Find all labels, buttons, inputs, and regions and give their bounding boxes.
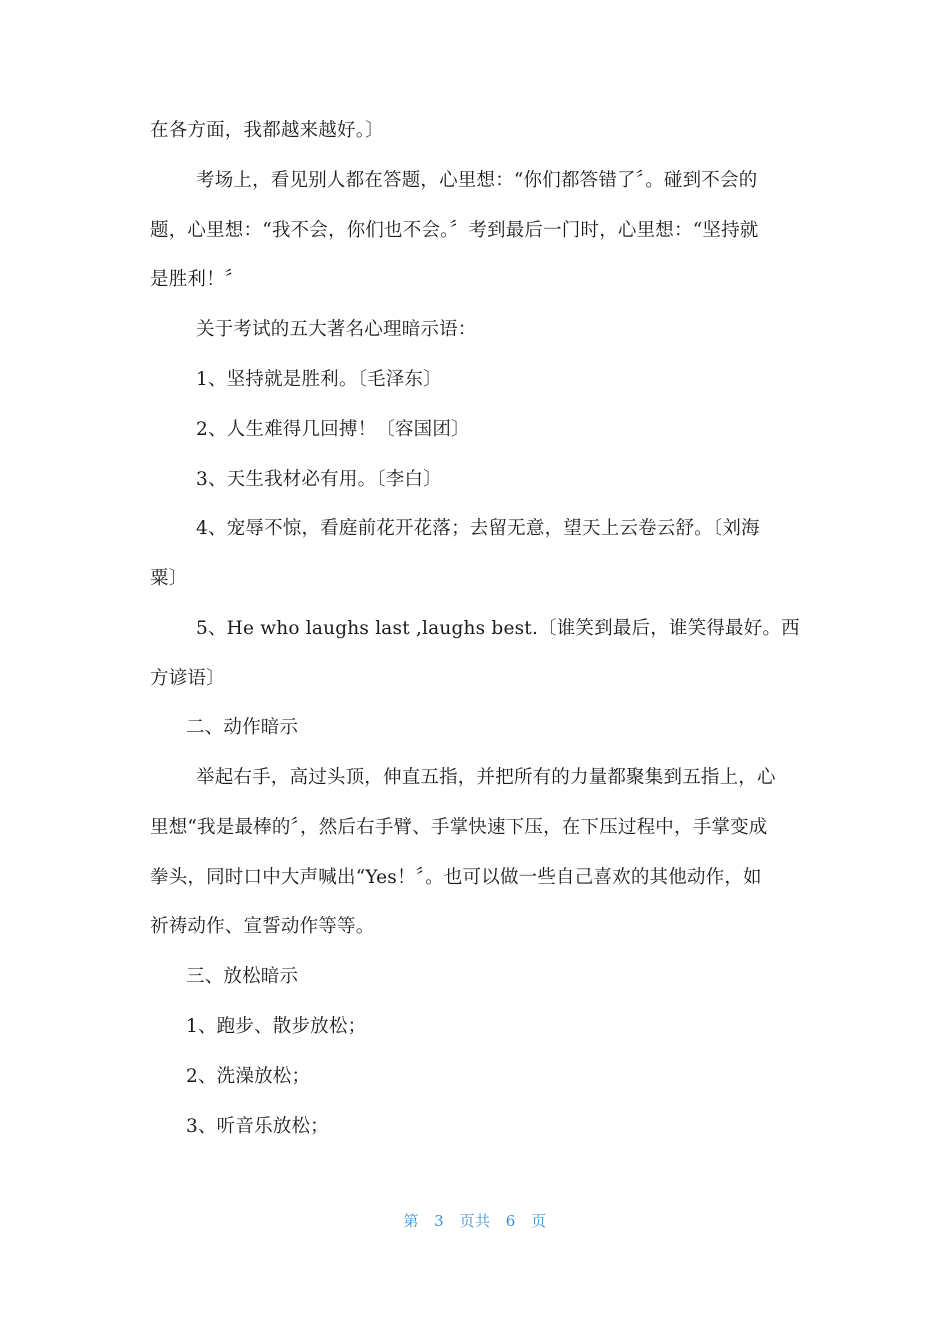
text-line-6: 1、坚持就是胜利。〔毛泽东〕: [196, 369, 442, 390]
text-line-7: 2、人生难得几回搏！〔容国团〕: [196, 419, 470, 440]
text-line-12: 方谚语〕: [150, 668, 225, 689]
text-line-1: 在各方面，我都越来越好。〕: [150, 120, 384, 141]
text-line-5: 关于考试的五大著名心理暗示语：: [196, 319, 477, 340]
footer-prefix: 第: [403, 1212, 419, 1230]
text-line-8: 3、天生我材必有用。〔李白〕: [196, 469, 442, 490]
page-footer: [0, 1210, 950, 1231]
text-line-20: 2、洗澡放松；: [186, 1066, 311, 1087]
text-line-2: 考场上，看见别人都在答题，心里想：“你们都答错了〞。碰到不会的: [196, 170, 758, 191]
footer-suffix: 页: [531, 1212, 547, 1230]
section-heading-action: 二、动作暗示: [186, 717, 299, 738]
text-line-17: 祈祷动作、宣誓动作等等。: [150, 916, 375, 937]
text-line-19: 1、跑步、散步放松；: [186, 1016, 367, 1037]
text-line-10: 粟〕: [150, 568, 188, 589]
footer-total-pages: 6: [505, 1212, 516, 1230]
text-line-16: 拳头，同时口中大声喊出“Yes！〞。也可以做一些自己喜欢的其他动作，如: [150, 867, 762, 888]
text-line-15: 里想“我是最棒的〞，然后右手臂、手掌快速下压，在下压过程中，手掌变成: [150, 817, 768, 838]
text-line-21: 3、听音乐放松；: [186, 1116, 329, 1137]
text-line-3: 题，心里想：“我不会，你们也不会。〞考到最后一门时，心里想：“坚持就: [150, 220, 759, 241]
section-heading-relax: 三、放松暗示: [186, 966, 299, 987]
footer-page-number: 3: [434, 1212, 445, 1230]
footer-middle: 页共: [459, 1212, 491, 1230]
text-line-4: 是胜利！〞: [150, 269, 244, 290]
text-line-11: 5、He who laughs last ,laughs best.〔谁笑到最后，谁笑得最好。西: [196, 618, 800, 639]
text-line-14: 举起右手，高过头顶，伸直五指，并把所有的力量都聚集到五指上，心: [196, 767, 776, 788]
text-line-9: 4、宠辱不惊，看庭前花开花落；去留无意，望天上云卷云舒。〔刘海: [196, 518, 760, 539]
